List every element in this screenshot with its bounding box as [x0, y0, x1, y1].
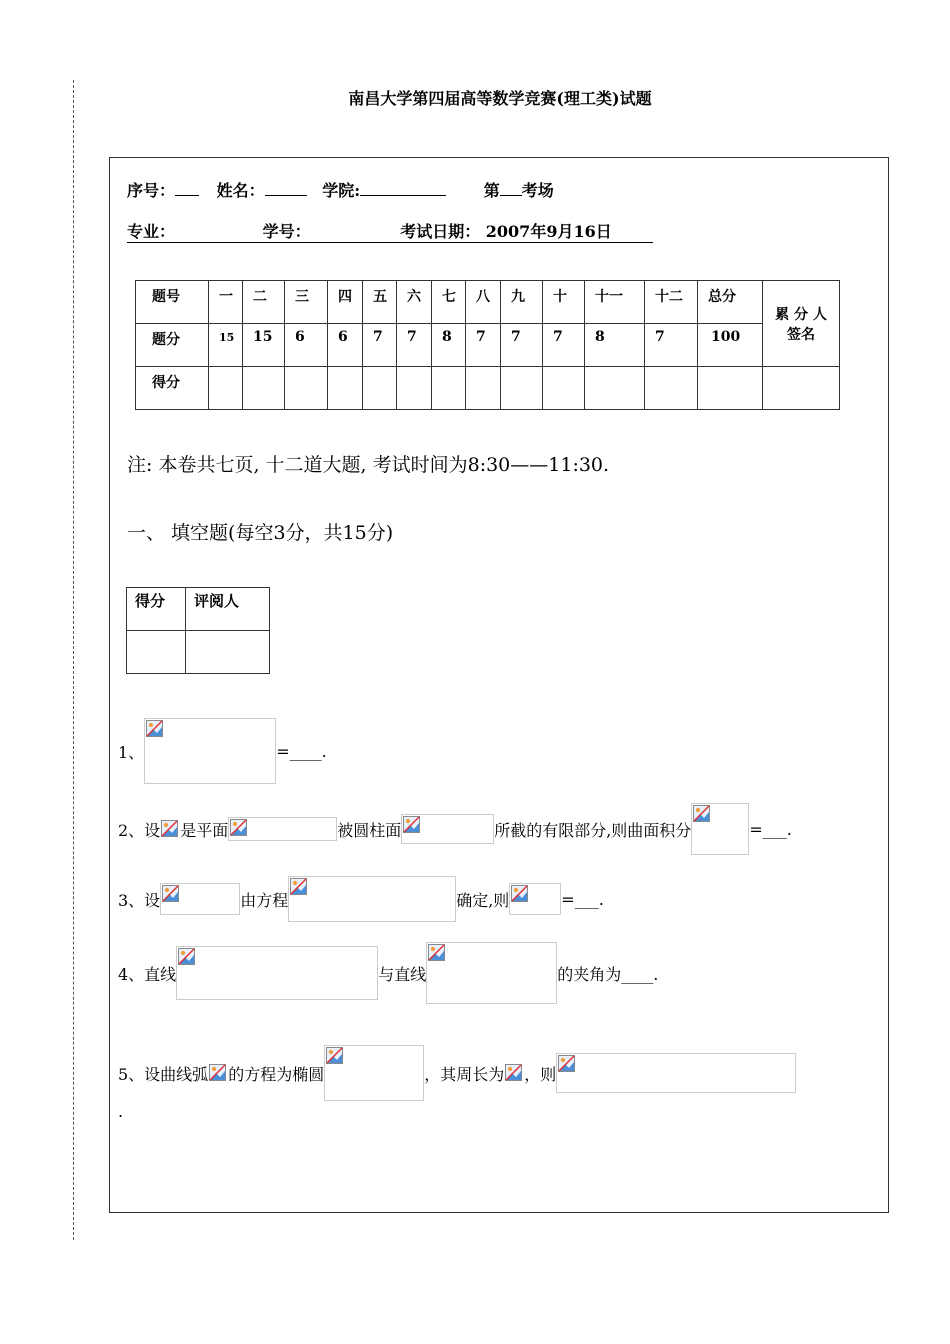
col-header: 九 [501, 281, 543, 324]
seq-label: 序号： [127, 181, 176, 200]
score-cell[interactable] [363, 367, 397, 410]
score-cell[interactable] [432, 367, 466, 410]
grader-score-label: 得分 [127, 588, 186, 631]
broken-image-icon [428, 944, 445, 961]
col-header: 三 [285, 281, 328, 324]
exam-date-label: 考试日期： [400, 222, 481, 241]
score-cell[interactable] [501, 367, 543, 410]
q3-text-2: 确定,则 [456, 890, 510, 910]
points-cell: 15 [209, 324, 243, 367]
points-cell: 8 [432, 324, 466, 367]
q5-text-1: 的方程为椭圆 [228, 1064, 325, 1084]
score-cell[interactable] [209, 367, 243, 410]
col-header: 十一 [585, 281, 645, 324]
broken-image-icon [162, 885, 179, 902]
broken-image-icon [178, 948, 195, 965]
q5-number: 5、设曲线弧 [118, 1064, 209, 1084]
points-cell: 7 [363, 324, 397, 367]
col-header: 总分 [698, 281, 763, 324]
points-cell: 7 [397, 324, 432, 367]
grader-table [126, 587, 270, 674]
broken-image-icon [209, 1064, 226, 1081]
col-header: 七 [432, 281, 466, 324]
seq-blank[interactable] [175, 195, 199, 196]
q2-cylinder-image [401, 814, 494, 844]
q2-text-2: 被圆柱面 [337, 820, 402, 840]
page-title: 南昌大学第四届高等数学竞赛(理工类)试题 [348, 89, 652, 108]
broken-image-icon [290, 878, 307, 895]
binding-dashed-line [73, 80, 74, 1240]
grader-score-cell[interactable] [127, 631, 186, 674]
points-cell: 7 [543, 324, 585, 367]
points-cell: 6 [328, 324, 363, 367]
q1-tail: =____. [276, 741, 327, 761]
question-5 [118, 1045, 796, 1101]
q3-function-image [160, 883, 240, 915]
signer-signature-cell[interactable] [763, 367, 840, 410]
q5-tail: . [118, 1102, 124, 1121]
q4-text-1: 与直线 [378, 964, 427, 984]
broken-image-icon [326, 1047, 343, 1064]
col-header: 五 [363, 281, 397, 324]
col-header: 四 [328, 281, 363, 324]
q2-text-1: 是平面 [180, 820, 229, 840]
col-header: 二 [243, 281, 285, 324]
question-1 [118, 718, 327, 784]
col-header: 十 [543, 281, 585, 324]
q2-integral-image [691, 803, 749, 855]
broken-image-icon [693, 805, 710, 822]
question-3 [118, 876, 604, 922]
score-cell[interactable] [328, 367, 363, 410]
broken-image-icon [511, 885, 528, 902]
points-row [136, 324, 840, 367]
q3-number: 3、设 [118, 890, 161, 910]
exam-note: 注: 本卷共七页, 十二道大题, 考试时间为8:30——11:30. [127, 454, 610, 476]
signer-label-1: 累 分 人 [775, 306, 827, 323]
score-table [135, 280, 840, 410]
broken-image-icon [161, 820, 178, 837]
header-line-1 [127, 178, 554, 201]
q3-text-1: 由方程 [240, 890, 289, 910]
score-cell[interactable] [466, 367, 501, 410]
score-cell[interactable] [698, 367, 763, 410]
q2-sigma-image [160, 819, 180, 839]
score-cell[interactable] [285, 367, 328, 410]
q2-text-3: 所截的有限部分,则曲面积分 [494, 820, 692, 840]
q2-tail: =___. [749, 819, 792, 839]
q2-plane-image [228, 817, 337, 841]
points-cell: 8 [585, 324, 645, 367]
row-label-points: 题分 [136, 324, 209, 367]
q4-tail: 的夹角为____. [557, 964, 659, 984]
points-total: 100 [698, 324, 763, 367]
score-cell[interactable] [585, 367, 645, 410]
q2-number: 2、设 [118, 820, 161, 840]
q3-tail: =___. [561, 889, 604, 909]
room-suffix: 考场 [521, 181, 554, 200]
major-label: 专业： [127, 222, 176, 241]
header-line-2 [127, 219, 653, 243]
q5-perimeter-image [504, 1063, 524, 1083]
room-blank[interactable] [500, 195, 522, 196]
question-2 [118, 802, 792, 856]
broken-image-icon [558, 1055, 575, 1072]
q5-integral-image [556, 1053, 796, 1093]
q3-equation-image [288, 876, 456, 922]
exam-date: 2007年9月16日 [485, 222, 612, 241]
row-label-number: 题号 [136, 281, 209, 324]
grader-reviewer-cell[interactable] [186, 631, 270, 674]
row-label-score: 得分 [136, 367, 209, 410]
points-cell: 15 [243, 324, 285, 367]
q5-text-2: ，其周长为 [424, 1064, 505, 1084]
q5-ellipse-image [324, 1045, 424, 1101]
question-number-row [136, 281, 840, 324]
points-cell: 6 [285, 324, 328, 367]
score-cell[interactable] [243, 367, 285, 410]
score-row [136, 367, 840, 410]
score-cell[interactable] [543, 367, 585, 410]
q4-number: 4、直线 [118, 964, 177, 984]
points-cell: 7 [501, 324, 543, 367]
col-header: 八 [466, 281, 501, 324]
score-cell[interactable] [397, 367, 432, 410]
q1-number: 1、 [118, 742, 145, 762]
q3-derivative-image [509, 883, 561, 915]
q5-curve-image [208, 1063, 228, 1083]
broken-image-icon [505, 1064, 522, 1081]
q4-line2-image [426, 942, 557, 1004]
signer-label-2: 签名 [787, 326, 815, 343]
col-header: 一 [209, 281, 243, 324]
points-cell: 7 [466, 324, 501, 367]
name-blank[interactable] [265, 195, 307, 196]
college-label: 学院: [322, 181, 361, 200]
col-header: 六 [397, 281, 432, 324]
points-cell: 7 [645, 324, 698, 367]
section-heading: 一、 填空题(每空3分，共15分) [127, 522, 394, 544]
col-header: 十二 [645, 281, 698, 324]
broken-image-icon [403, 816, 420, 833]
college-blank[interactable] [360, 195, 446, 196]
grader-reviewer-label: 评阅人 [186, 588, 270, 631]
broken-image-icon [230, 819, 247, 836]
q5-text-3: ，则 [524, 1064, 557, 1084]
room-prefix: 第 [483, 181, 500, 200]
question-4 [118, 942, 658, 1004]
q4-line1-image [176, 946, 378, 1000]
broken-image-icon [146, 720, 163, 737]
score-cell[interactable] [645, 367, 698, 410]
q1-formula-image [144, 718, 276, 784]
student-id-label: 学号： [262, 222, 311, 241]
name-label: 姓名： [216, 181, 265, 200]
signer-cell [763, 281, 840, 367]
